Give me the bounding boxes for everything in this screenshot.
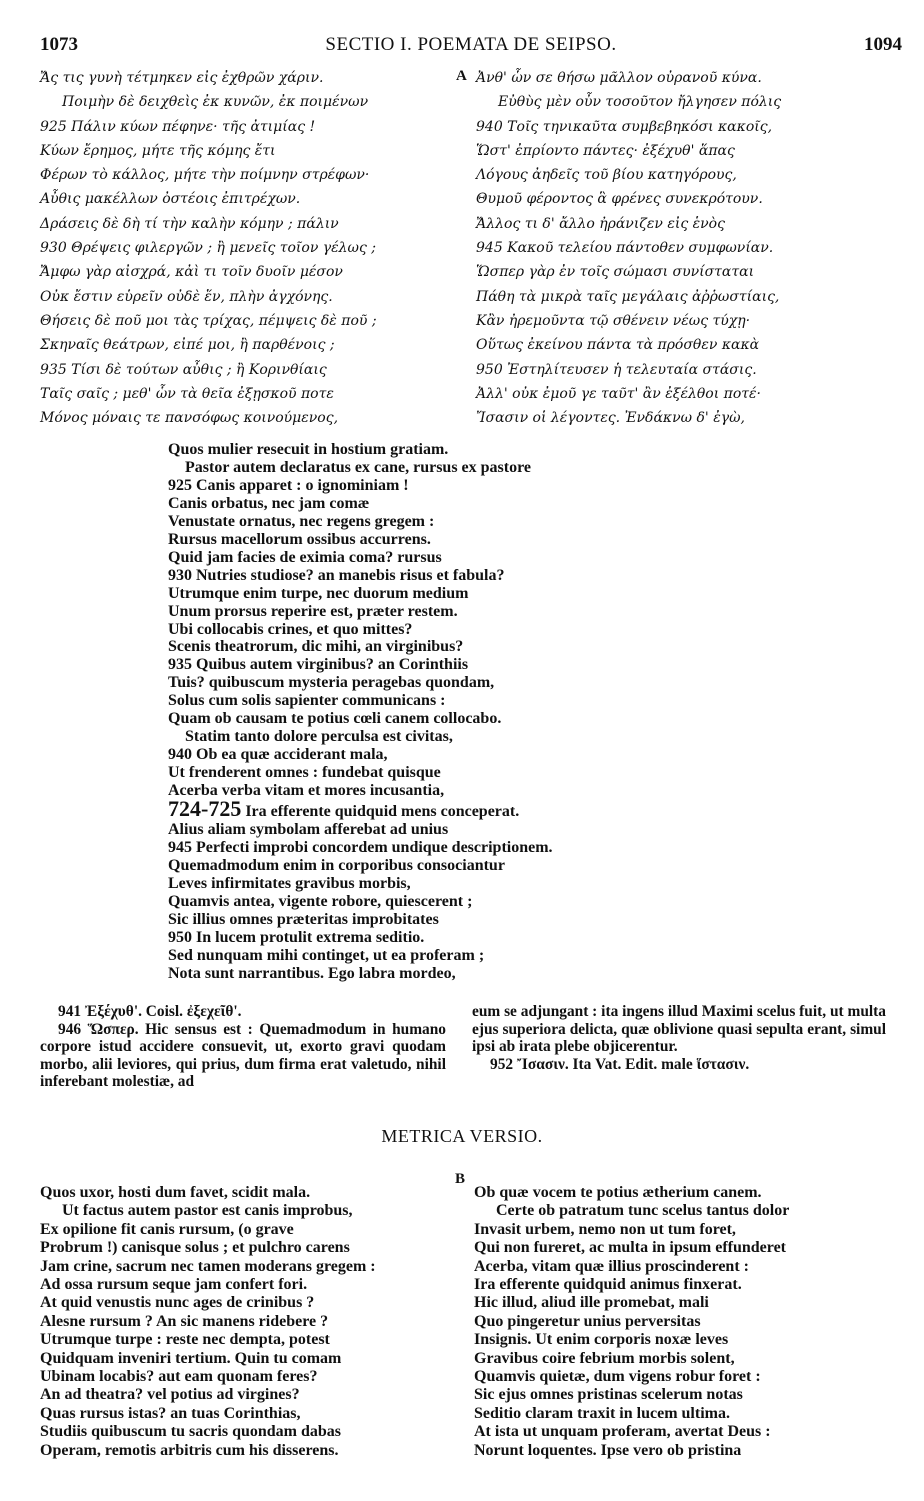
verse-line: Ad ossa rursum seque jam confert fori. (40, 1276, 308, 1294)
verse-line: Ut factus autem pastor est canis improbus, (62, 1202, 353, 1220)
greek-line: Ἴσασιν οἱ λέγοντες. Ἐνδάκνω δ' ἐγὼ, (476, 410, 745, 427)
verse-line: Certe ob patratum tunc scelus tantus dolor (496, 1202, 790, 1220)
latin-line: 925 Canis apparet : o ignominiam ! (168, 476, 409, 494)
greek-line: 940 Τοῖς τηνικαῦτα συμβεβηκόσι κακοῖς, (476, 118, 773, 135)
verse-line: Ira efferente quidquid animus finxerat. (474, 1276, 742, 1294)
greek-line: 935 Τίσι δὲ τούτων αὖθις ; ἢ Κορινθίαις (40, 361, 327, 378)
greek-line: Δράσεις δὲ δὴ τί τὴν καλὴν κόμην ; πάλιν (40, 215, 339, 232)
column-number: 724-725 (168, 796, 242, 822)
greek-line: Ταῖς σαῖς ; μεθ' ὧν τὰ θεῖα ἐξῃσκοῦ ποτε (40, 385, 334, 402)
greek-line: Σκηναῖς θεάτρων, εἰπέ μοι, ἢ παρθένοις ; (40, 337, 335, 354)
margin-marker-a: A (456, 68, 467, 84)
greek-column-right (476, 66, 781, 430)
verse-line: Sic ejus omnes pristinas scelerum notas (474, 1386, 743, 1404)
greek-line: 945 Κακοῦ τελείου πάντοθεν συμφωνίαν. (476, 240, 774, 257)
latin-line: Tuis? quibuscum mysteria peragebas quondam, (168, 674, 495, 692)
verse-line: Acerba, vitam quæ illius proscinderent : (474, 1257, 749, 1275)
verse-column-right (474, 1184, 789, 1460)
footnote: eum se adjungant : ita ingens illud Maximi scelus fuit, ut multa ejus superiora delicta, quæ oblivione quasi sepulta erant, simul ipsi ab irata plebe objicerentur. (472, 1003, 886, 1056)
greek-line: Αὖθις μακέλλων ὀστέοις ἐπιτρέχων. (40, 191, 301, 208)
verse-line: Studiis quibuscum tu sacris quondam dabas (40, 1423, 342, 1441)
verse-line: An ad theatra? vel potius ad virgines? (40, 1386, 300, 1404)
latin-line: Quamvis antea, vigente robore, quiescerent ; (168, 892, 473, 910)
greek-line: 950 Ἐστηλίτευσεν ἡ τελευταία στάσις. (476, 361, 757, 378)
greek-column-left (40, 66, 377, 430)
latin-line: Rursus macellorum ossibus accurrens. (168, 530, 431, 548)
verse-line: Seditio claram traxit in lucem ultima. (474, 1404, 730, 1422)
verse-line: Invasit urbem, nemo non ut tum foret, (474, 1220, 736, 1238)
verse-line: Norunt loquentes. Ipse vero ob pristina (474, 1441, 742, 1459)
verse-line: Gravibus coire febrium morbis solent, (474, 1349, 735, 1367)
footnotes-right (472, 1003, 886, 1073)
verse-line: Quas rursus istas? an tuas Corinthias, (40, 1404, 301, 1422)
latin-line: Leves infirmitates gravibus morbis, (168, 874, 411, 892)
latin-line: 945 Perfecti improbi concordem undique descriptionem. (168, 838, 553, 856)
latin-line: Alius aliam symbolam afferebat ad unius (168, 821, 449, 839)
latin-line: Nota sunt narrantibus. Ego labra mordeo, (168, 964, 456, 982)
latin-line: Pastor autem declaratus ex cane, rursus ex pastore (185, 458, 532, 476)
section-title: METRICA VERSIO. (381, 1126, 543, 1146)
greek-line: Θυμοῦ φέροντος ἃ φρένες συνεκρότουν. (476, 191, 763, 208)
latin-line: Scenis theatrorum, dic mihi, an virginibus? (168, 638, 464, 656)
page-number-right: 1094 (864, 34, 902, 55)
verse-line: Ob quæ vocem te potius ætherium canem. (474, 1184, 762, 1201)
margin-marker-b: B (455, 1171, 466, 1187)
verse-line: Operam, remotis arbitris cum his disserens. (40, 1441, 339, 1459)
verse-line: At ista ut unquam proferam, avertat Deus : (474, 1423, 771, 1441)
latin-line: Ira efferente quidquid mens conceperat. (245, 803, 520, 821)
footnote: 952 Ἴσασιν. Ita Vat. Edit. male ἵστασιν. (490, 1055, 750, 1073)
verse-column-left (40, 1184, 376, 1460)
page-number-left: 1073 (40, 34, 78, 55)
verse-line: Hic illud, aliud ille promebat, mali (474, 1294, 709, 1312)
footnotes-left (40, 1003, 446, 1091)
latin-line: Ubi collocabis crines, et quo mittes? (168, 620, 413, 638)
latin-line: Canis orbatus, nec jam comæ (168, 494, 370, 512)
verse-line: Quamvis quietæ, dum vigens robur foret : (474, 1368, 761, 1386)
latin-line: 940 Ob ea quæ acciderant mala, (168, 746, 388, 764)
greek-line: Κἂν ἠρεμοῦντα τῷ σθένειν νέως τύχῃ· (476, 312, 751, 329)
latin-line: Acerba verba vitam et mores incusantia, (168, 782, 445, 800)
greek-line: Κύων ἔρημος, μήτε τῆς κόμης ἔτι (40, 142, 276, 159)
latin-line: Quemadmodum enim in corporibus consociantur (168, 856, 505, 874)
greek-line: Ἄς τις γυνὴ τέτμηκεν εἰς ἐχθρῶν χάριν. (40, 70, 324, 86)
greek-line: Ἄλλος τι δ' ἄλλο ἠράνιζεν εἰς ἑνὸς (476, 215, 725, 232)
verse-line: Insignis. Ut enim corporis noxæ leves (474, 1331, 729, 1349)
greek-line: Ἀλλ' οὐκ ἐμοῦ γε ταῦτ' ἂν ἐξέλθοι ποτέ· (476, 385, 761, 402)
greek-line: Λόγους ἀηδεῖς τοῦ βίου κατηγόρους, (476, 167, 737, 184)
verse-line: Quidquam inveniri tertium. Quin tu comam (40, 1349, 342, 1367)
latin-line: 930 Nutries studiose? an manebis risus et fabula? (168, 566, 505, 584)
running-title: SECTIO I. POEMATA DE SEIPSO. (325, 34, 617, 55)
greek-line: Ὥσπερ γὰρ ἐν τοῖς σώμασι συνίσταται (476, 264, 755, 281)
latin-line: 950 In lucem protulit extrema seditio. (168, 928, 425, 946)
greek-line: Ὥστ' ἐπρίοντο πάντες· ἐξέχυθ' ἅπας (476, 142, 735, 159)
verse-line: Jam crine, sacrum nec tamen moderans gregem : (40, 1257, 376, 1275)
latin-line: 935 Quibus autem virginibus? an Corinthiis (168, 656, 469, 674)
latin-line: Quam ob causam te potius cœli canem collocabo. (168, 710, 502, 728)
greek-line: Μόνος μόναις τε πανσόφως κοινούμενος, (40, 410, 339, 427)
verse-line: Ex opilione fit canis rursum, (o grave (40, 1220, 294, 1238)
latin-line: Quid jam facies de eximia coma? rursus (168, 548, 442, 566)
greek-line: Πάθη τὰ μικρὰ ταῖς μεγάλαις ἀῤῥωστίαις, (476, 288, 780, 305)
latin-line: Sed nunquam mihi continget, ut ea proferam ; (168, 946, 485, 964)
verse-line: Alesne rursum ? An sic manens ridebere ? (40, 1312, 329, 1330)
page-header (40, 34, 902, 60)
greek-line: 925 Πάλιν κύων πέφηνε· τῆς ἀτιμίας ! (40, 118, 316, 135)
verse-line: Utrumque turpe : reste nec dempta, potest (40, 1331, 330, 1349)
footnote: 941 Ἐξέχυθ'. Coisl. ἐξεχεῖθ'. (58, 1003, 242, 1020)
greek-line: Φέρων τὸ κάλλος, μήτε τὴν ποίμνην στρέφων· (40, 167, 370, 184)
greek-line: Θήσεις δὲ ποῦ μοι τὰς τρίχας, πέμψεις δὲ ποῦ ; (40, 312, 377, 329)
footnote: 946 Ὥσπερ. Hic sensus est : Quemadmodum in humano corpore istud accidere consuevit, ut, exorto gravi quodam morbo, alii leviores, qui prius, dum firma erat valetudo, nihil inferebant molestiæ, ad (40, 1020, 446, 1091)
latin-line-with-column-number (168, 796, 553, 822)
latin-line: Sic illius omnes præteritas improbitates (168, 910, 439, 928)
latin-translation (168, 441, 553, 983)
latin-line: Quos mulier resecuit in hostium gratiam. (168, 441, 449, 458)
greek-line: Εὐθὺς μὲν οὖν τοσοῦτον ἤλγησεν πόλις (498, 94, 782, 111)
greek-line: 930 Θρέψεις φιλεργῶν ; ἢ μενεῖς τοῖον γέλως ; (40, 240, 376, 257)
verse-line: Quo pingeretur unius perversitas (474, 1312, 701, 1330)
verse-line: Qui non fureret, ac multa in ipsum effunderet (474, 1239, 787, 1257)
greek-line: Ἀνθ' ὧν σε θήσω μᾶλλον οὐρανοῦ κύνα. (476, 70, 762, 86)
latin-line: Ut frenderent omnes : fundebat quisque (168, 764, 441, 782)
verse-line: Quos uxor, hosti dum favet, scidit mala. (40, 1184, 311, 1201)
greek-line: Οὐκ ἔστιν εὑρεῖν οὐδὲ ἕν, πλὴν ἀγχόνης. (40, 288, 333, 305)
latin-line: Utrumque enim turpe, nec duorum medium (168, 584, 469, 602)
verse-line: Probrum !) canisque solus ; et pulchro carens (40, 1239, 350, 1257)
latin-line: Venustate ornatus, nec regens gregem : (168, 512, 435, 530)
latin-line: Solus cum solis sapienter communicans : (168, 692, 446, 710)
greek-line: Ποιμὴν δὲ δειχθεὶς ἐκ κυνῶν, ἐκ ποιμένων (62, 94, 369, 111)
greek-line: Ἄμφω γὰρ αἰσχρά, κἀὶ τι τοῖν δυοῖν μέσον (40, 264, 343, 281)
verse-line: At quid venustis nunc ages de crinibus ? (40, 1294, 315, 1312)
greek-line: Οὕτως ἐκείνου πάντα τὰ πρόσθεν κακὰ (476, 337, 760, 354)
latin-line: Statim tanto dolore perculsa est civitas, (185, 728, 453, 746)
verse-line: Ubinam locabis? aut eam quonam feres? (40, 1368, 318, 1386)
latin-line: Unum prorsus reperire est, præter restem. (168, 602, 458, 620)
